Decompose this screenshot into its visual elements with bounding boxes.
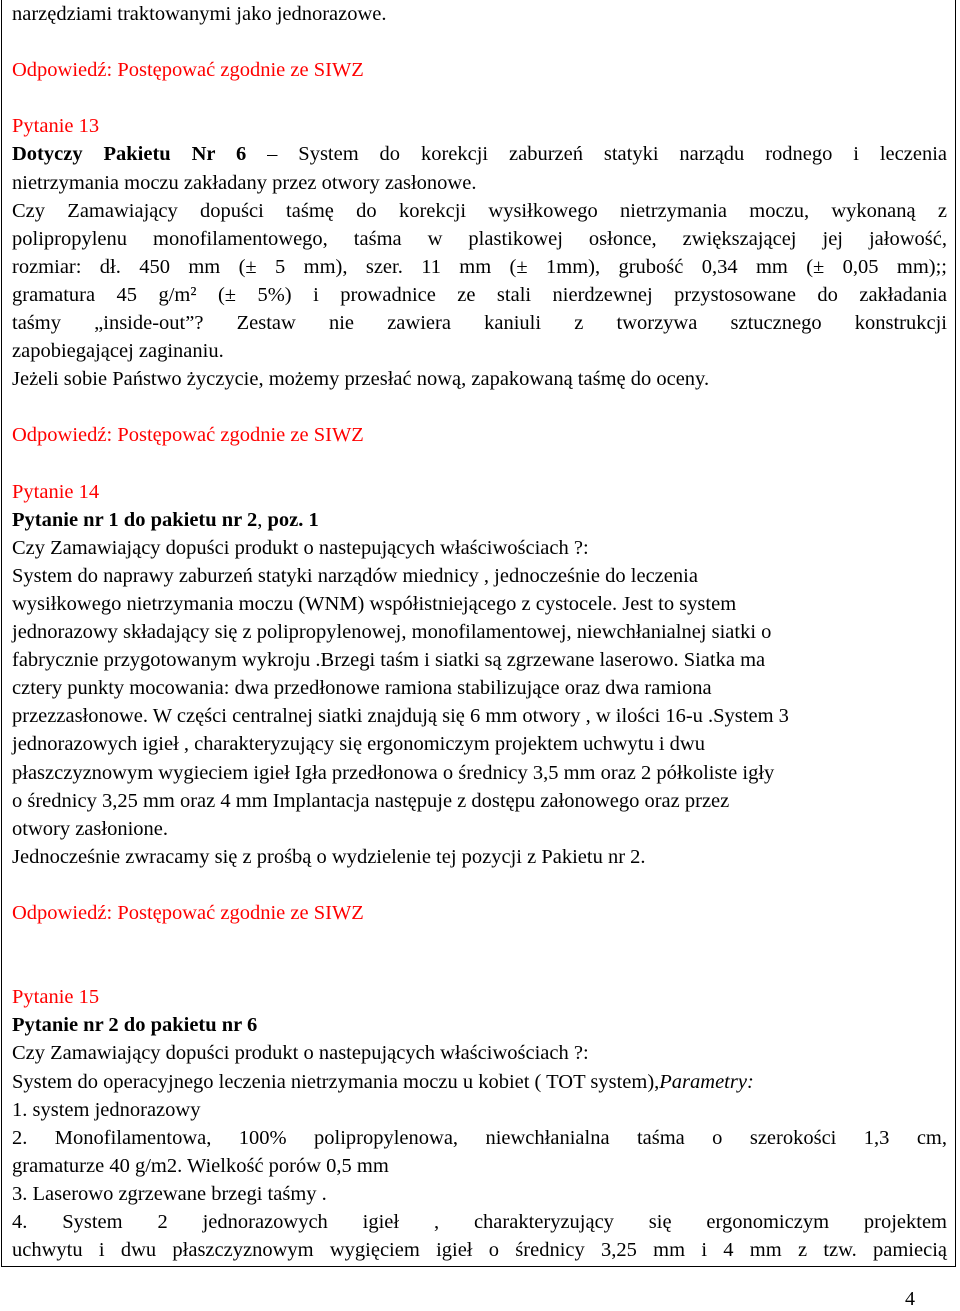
question-14-body-line: cztery punkty mocowania: dwa przedłonowe ramiona stabilizujące oraz dwa ramiona xyxy=(12,677,712,700)
question-15-item: 3. Laserowo zgrzewane brzegi taśmy . xyxy=(12,1182,327,1205)
question-15-system xyxy=(12,1068,947,1096)
question-13-subject-line2: nietrzymania moczu zakładany przez otwory zasłonowe. xyxy=(12,171,477,194)
question-14-body-line: o średnicy 3,25 mm oraz 4 mm Implantacja następuje z dostępu załonowego oraz przez xyxy=(12,789,730,812)
question-15-system-text: System do operacyjnego leczenia nietrzymania moczu u kobiet ( TOT system), xyxy=(12,1070,660,1093)
question-14-body-line: wysiłkowego nietrzymania moczu (WNM) współistniejącego z cystocele. Jest to system xyxy=(12,592,737,615)
question-14-body-line: jednorazowy składający się z polipropylenowej, monofilamentowej, niewchłanialnej siatki o xyxy=(12,621,772,644)
question-14-body-line: fabrycznie przygotowanym wykroju .Brzegi taśm i siatki są zgrzewane laserowo. Siatka ma xyxy=(12,649,766,672)
question-13-body-line: gramatura 45 g/m² (± 5%) i prowadnice ze stali nierdzewnej przystosowane do zakładania xyxy=(12,283,947,306)
question-13-heading: Pytanie 13 xyxy=(12,115,100,138)
question-14-subheading xyxy=(12,506,947,534)
question-14-sub-bold: Pytanie nr 1 do pakietu nr 2 xyxy=(12,508,258,531)
question-15-params-label: Parametry: xyxy=(659,1070,754,1093)
question-14-request: Jednocześnie zwracamy się z prośbą o wydzielenie tej pozycji z Pakietu nr 2. xyxy=(12,845,646,868)
question-13-subject xyxy=(12,140,947,168)
question-13-offer: Jeżeli sobie Państwo życzycie, możemy przesłać nową, zapakowaną taśmę do oceny. xyxy=(12,368,710,391)
question-15-item: 1. system jednorazowy xyxy=(12,1098,201,1121)
answer-2: Odpowiedź: Postępować zgodnie ze SIWZ xyxy=(12,424,364,447)
question-14-body-line: przezzasłonowe. W części centralnej siatki znajdują się 6 mm otwory , w ilości 16-u .System 3 xyxy=(12,705,789,728)
question-13-body-line: rozmiar: dł. 450 mm (± 5 mm), szer. 11 mm (± 1mm), grubość 0,34 mm (± 0,05 mm);; xyxy=(12,255,947,278)
page-number: 4 xyxy=(905,1288,915,1310)
question-13-subject-rest: – System do korekcji zaburzeń statyki narządu rodnego i leczenia xyxy=(246,143,947,166)
question-15-item: 4. System 2 jednorazowych igieł , charakteryzujący się ergonomiczym projektem xyxy=(12,1211,947,1234)
question-15-heading: Pytanie 15 xyxy=(12,986,100,1009)
question-14-heading: Pytanie 14 xyxy=(12,480,100,503)
question-14-sub-mid: , xyxy=(257,508,268,531)
question-13-body-line: polipropylenu monofilamentowego, taśma w plastikowej osłonce, zwiększającej jej jałowość, xyxy=(12,227,947,250)
question-14-body-line: System do naprawy zaburzeń statyki narządów miednicy , jednocześnie do leczenia xyxy=(12,564,698,587)
question-15-item: uchwytu i dwu płaszczyznowym wygięciem igieł o średnicy 3,25 mm i 4 mm z tzw. pamiecią xyxy=(12,1239,947,1262)
question-15-item: 2. Monofilamentowa, 100% polipropylenowa, niewchłanialna taśma o szerokości 1,3 cm, xyxy=(12,1126,947,1149)
question-15-item: gramaturze 40 g/m2. Wielkość porów 0,5 mm xyxy=(12,1154,389,1177)
answer-3: Odpowiedź: Postępować zgodnie ze SIWZ xyxy=(12,902,364,924)
question-14-sub-bold-end: poz. 1 xyxy=(267,508,319,531)
answer-1: Odpowiedź: Postępować zgodnie ze SIWZ xyxy=(12,59,364,82)
question-13-body-line: taśmy „inside-out”? Zestaw nie zawiera kaniuli z tworzywa sztucznego konstrukcji xyxy=(12,312,947,335)
question-13-subject-bold: Dotyczy Pakietu Nr 6 xyxy=(12,143,247,166)
question-14-body-line: jednorazowych igieł , charakteryzujący się ergonomiczym projektem uchwytu i dwu xyxy=(12,733,705,756)
intro-tail: narzędziami traktowanymi jako jednorazowe. xyxy=(12,3,387,25)
question-15-subheading: Pytanie nr 2 do pakietu nr 6 xyxy=(12,1014,258,1037)
document-body xyxy=(12,0,947,1264)
question-13-body-line: Czy Zamawiający dopuści taśmę do korekcji wysiłkowego nietrzymania moczu, wykonaną z xyxy=(12,199,947,222)
question-15-ask: Czy Zamawiający dopuści produkt o nastepujących właściwościach ?: xyxy=(12,1042,589,1065)
question-14-body-line: otwory zasłonione. xyxy=(12,817,168,840)
question-13-body-line: zapobiegającej zaginaniu. xyxy=(12,340,224,363)
question-14-body-line: płaszczyznowym wygieciem igieł Igła przedłonowa o średnicy 3,5 mm oraz 2 półkoliste igły xyxy=(12,761,775,784)
question-14-ask: Czy Zamawiający dopuści produkt o nastepujących właściwościach ?: xyxy=(12,536,589,559)
